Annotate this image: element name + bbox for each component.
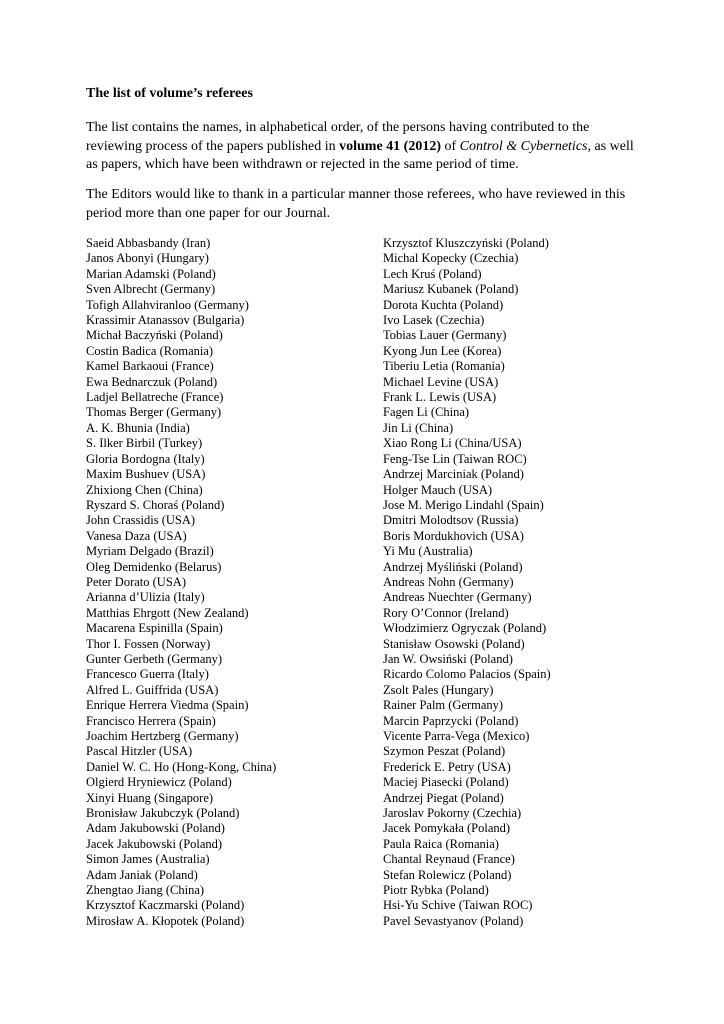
referee-left-entry: Myriam Delgado (Brazil) xyxy=(86,544,214,559)
thanks-paragraph: The Editors would like to thank in a particular manner those referees, who have reviewed in this period more than one paper for our Journal. xyxy=(86,187,626,221)
referee-right-entry: Frederick E. Petry (USA) xyxy=(383,759,511,774)
referee-left-entry: Krzysztof Kaczmarski (Poland) xyxy=(86,898,245,913)
intro-text-2: of xyxy=(441,138,460,154)
referee-left-entry: A. K. Bhunia (India) xyxy=(86,420,190,435)
referee-left-entry: Joachim Hertzberg (Germany) xyxy=(86,729,239,743)
referee-right-entry: Tobias Lauer (Germany) xyxy=(383,328,507,343)
referee-left-entry: Simon James (Australia) xyxy=(86,852,210,867)
referee-left-entry: Pascal Hitzler (USA) xyxy=(86,744,193,759)
referee-right-entry: Dorota Kuchta (Poland) xyxy=(383,297,504,312)
referee-left-entry: Olgierd Hryniewicz (Poland) xyxy=(86,775,232,790)
referee-left-entry: Tofigh Allahviranloo (Germany) xyxy=(86,297,249,312)
referee-right-entry: Maciej Piasecki (Poland) xyxy=(383,775,509,790)
referee-left-entry: Oleg Demidenko (Belarus) xyxy=(86,559,222,574)
referee-left-entry: Bronisław Jakubczyk (Poland) xyxy=(86,806,240,821)
referee-right-entry: Jan W. Owsiński (Poland) xyxy=(383,651,513,666)
referee-right-entry: Jose M. Merigo Lindahl (Spain) xyxy=(383,497,544,512)
referee-right-entry: Piotr Rybka (Poland) xyxy=(383,883,489,898)
referee-left-entry: Adam Jakubowski (Poland) xyxy=(86,821,225,836)
referee-left-entry: Ryszard S. Choraś (Poland) xyxy=(86,497,225,512)
referee-left-entry: Kamel Barkaoui (France) xyxy=(86,359,214,374)
referee-left-entry: Xinyi Huang (Singapore) xyxy=(86,790,214,805)
referee-right-entry: Michael Levine (USA) xyxy=(383,374,499,389)
journal-name: Control & Cybernetics xyxy=(459,138,588,154)
referee-right-entry: Jaroslav Pokorny (Czechia) xyxy=(383,806,522,821)
referee-left-entry: Alfred L. Guiffrida (USA) xyxy=(86,682,219,697)
referee-right-entry: Szymon Peszat (Poland) xyxy=(383,744,506,759)
referee-right-entry: Andrzej Marciniak (Poland) xyxy=(383,467,524,482)
referee-left-entry: Enrique Herrera Viedma (Spain) xyxy=(86,698,249,713)
referee-right-entry: Rory O’Connor (Ireland) xyxy=(383,605,509,620)
referee-left-entry: John Crassidis (USA) xyxy=(86,513,196,528)
referee-left-entry: Janos Abonyi (Hungary) xyxy=(86,251,209,266)
intro-text-1: The list contains the names, in alphabetical order, of the persons having contributed to the reviewing process of the papers published in xyxy=(86,120,590,154)
referee-right-entry: Chantal Reynaud (France) xyxy=(383,852,515,867)
referee-left-entry: Thor I. Fossen (Norway) xyxy=(86,636,211,651)
intro-text-3: , as well as papers, which have been withdrawn or rejected in the same period of time. xyxy=(86,138,634,172)
referee-left-entry: Francisco Herrera (Spain) xyxy=(86,713,216,728)
referee-right-entry: Stefan Rolewicz (Poland) xyxy=(383,867,512,882)
referee-right-entry: Andrzej Myśliński (Poland) xyxy=(383,559,523,574)
page-title: The list of volume’s referees xyxy=(86,86,253,101)
referee-left-entry: Peter Dorato (USA) xyxy=(86,574,186,589)
referee-left-entry: Zhengtao Jiang (China) xyxy=(86,883,205,898)
referee-left-entry: Gunter Gerbeth (Germany) xyxy=(86,651,223,666)
referee-right-entry: Lech Kruś (Poland) xyxy=(383,266,482,281)
referee-left-entry: Thomas Berger (Germany) xyxy=(86,405,222,420)
referee-left-entry: Matthias Ehrgott (New Zealand) xyxy=(86,605,249,620)
referee-left-entry: S. Ilker Birbil (Turkey) xyxy=(86,436,203,451)
referee-left-entry: Vanesa Daza (USA) xyxy=(86,528,187,543)
referee-left-entry: Macarena Espinilla (Spain) xyxy=(86,621,223,636)
referee-right-entry: Boris Mordukhovich (USA) xyxy=(383,528,524,543)
referees-column-left xyxy=(86,236,276,929)
referee-left-entry: Adam Janiak (Poland) xyxy=(86,867,198,882)
referee-left-entry: Gloria Bordogna (Italy) xyxy=(86,451,205,466)
referee-right-entry: Stanisław Osowski (Poland) xyxy=(383,636,525,651)
referee-left-entry: Saeid Abbasbandy (Iran) xyxy=(86,236,211,250)
referee-right-entry: Ricardo Colomo Palacios (Spain) xyxy=(383,667,551,682)
referee-right-entry: Kyong Jun Lee (Korea) xyxy=(383,343,502,358)
referee-right-entry: Jin Li (China) xyxy=(383,420,454,435)
volume-reference: volume 41 (2012) xyxy=(339,138,441,154)
referee-right-entry: Krzysztof Kluszczyński (Poland) xyxy=(383,236,549,250)
referee-right-entry: Andrzej Piegat (Poland) xyxy=(383,790,504,805)
referee-right-entry: Jacek Pomykała (Poland) xyxy=(383,821,511,836)
referee-right-entry: Mariusz Kubanek (Poland) xyxy=(383,282,519,297)
referee-right-entry: Ivo Lasek (Czechia) xyxy=(383,313,485,328)
referee-right-entry: Andreas Nohn (Germany) xyxy=(383,574,514,589)
referee-right-entry: Zsolt Pales (Hungary) xyxy=(383,682,494,697)
referee-right-entry: Yi Mu (Australia) xyxy=(383,544,473,559)
referee-right-entry: Paula Raica (Romania) xyxy=(383,836,499,851)
referee-right-entry: Xiao Rong Li (China/USA) xyxy=(383,436,522,451)
referee-left-entry: Marian Adamski (Poland) xyxy=(86,266,216,281)
referee-right-entry: Feng-Tse Lin (Taiwan ROC) xyxy=(383,451,527,466)
referee-right-entry: Rainer Palm (Germany) xyxy=(383,698,504,713)
referees-column-right xyxy=(383,236,551,929)
referee-left-entry: Jacek Jakubowski (Poland) xyxy=(86,836,223,851)
referee-right-entry: Hsi-Yu Schive (Taiwan ROC) xyxy=(383,898,533,913)
referee-right-entry: Dmitri Molodtsov (Russia) xyxy=(383,513,519,528)
referee-right-entry: Fagen Li (China) xyxy=(383,405,470,420)
referee-right-entry: Vicente Parra-Vega (Mexico) xyxy=(383,729,530,743)
referee-left-entry: Maxim Bushuev (USA) xyxy=(86,467,206,482)
referee-left-entry: Arianna d’Ulizia (Italy) xyxy=(86,590,205,605)
referee-right-entry: Andreas Nuechter (Germany) xyxy=(383,590,532,605)
referee-right-entry: Marcin Paprzycki (Poland) xyxy=(383,713,519,728)
referee-right-entry: Michal Kopecky (Czechia) xyxy=(383,251,519,266)
referee-right-entry: Pavel Sevastyanov (Poland) xyxy=(383,913,524,928)
referee-right-entry: Holger Mauch (USA) xyxy=(383,482,493,497)
intro-paragraph xyxy=(86,119,646,175)
referee-right-entry: Tiberiu Letia (Romania) xyxy=(383,359,505,374)
referee-left-entry: Michał Baczyński (Poland) xyxy=(86,328,223,343)
referee-left-entry: Daniel W. C. Ho (Hong-Kong, China) xyxy=(86,759,277,774)
referee-right-entry: Włodzimierz Ogryczak (Poland) xyxy=(383,621,547,636)
referee-right-entry: Frank L. Lewis (USA) xyxy=(383,390,497,405)
referee-left-entry: Zhixiong Chen (China) xyxy=(86,482,203,497)
referee-left-entry: Ewa Bednarczuk (Poland) xyxy=(86,374,218,389)
referee-left-entry: Costin Badica (Romania) xyxy=(86,343,214,358)
referee-left-entry: Sven Albrecht (Germany) xyxy=(86,282,216,297)
referee-left-entry: Ladjel Bellatreche (France) xyxy=(86,390,224,405)
referee-left-entry: Francesco Guerra (Italy) xyxy=(86,667,209,682)
referee-left-entry: Krassimir Atanassov (Bulgaria) xyxy=(86,313,245,328)
referee-left-entry: Mirosław A. Kłopotek (Poland) xyxy=(86,913,245,928)
